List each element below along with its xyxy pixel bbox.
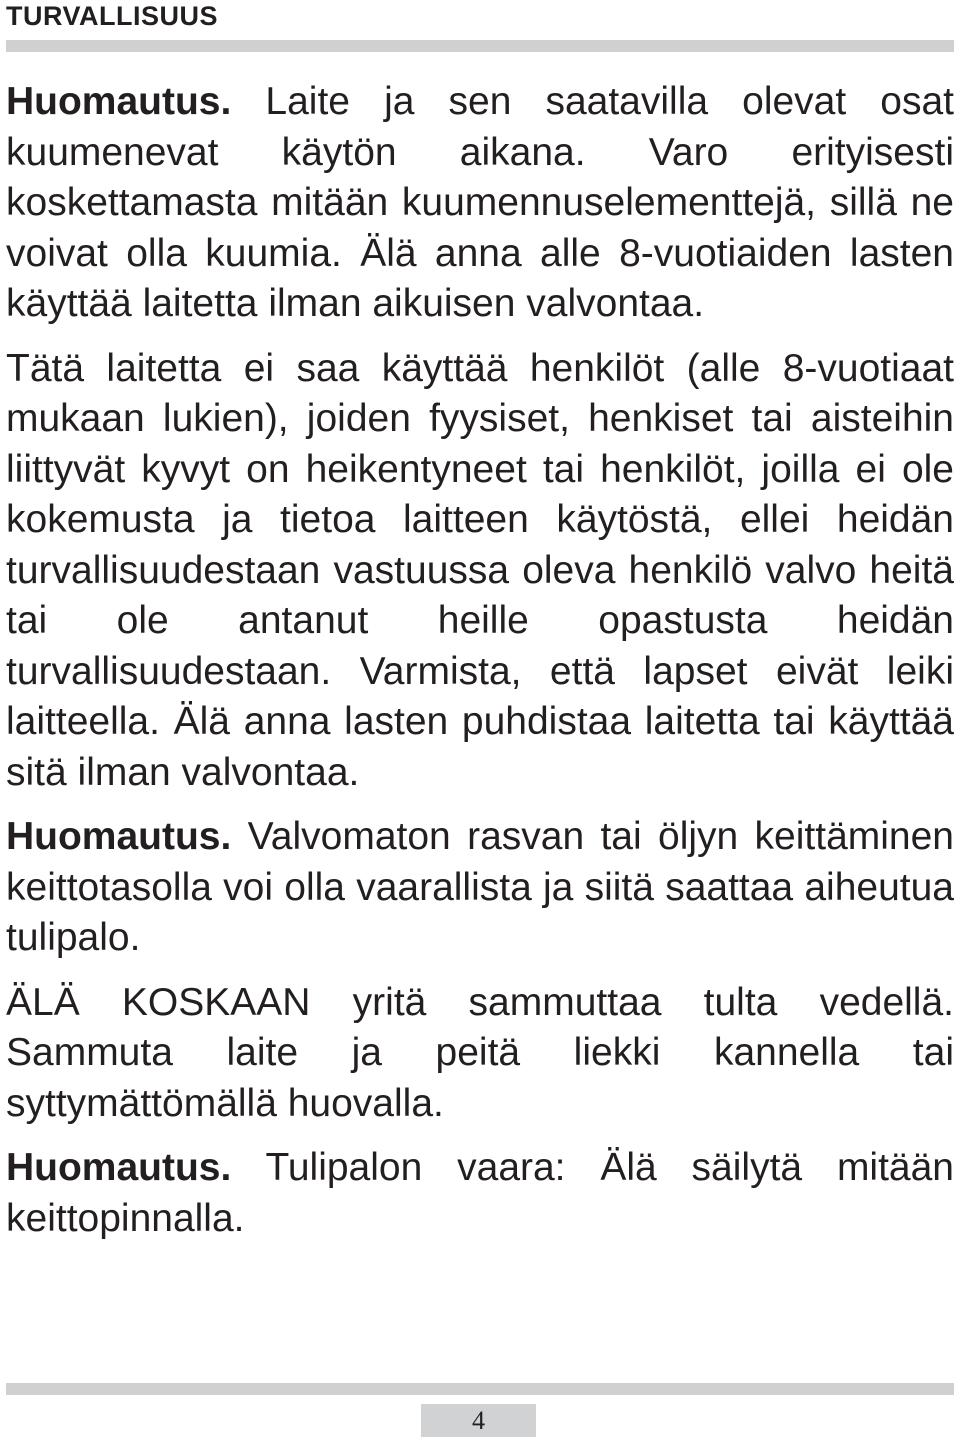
header-divider-bar bbox=[6, 40, 954, 52]
warning-label: Huomautus. bbox=[6, 815, 232, 858]
section-title: TURVALLISUUS bbox=[6, 1, 219, 31]
warning-text: Tulipalon vaara: Älä säilytä mitään keittopinnalla. bbox=[6, 1146, 954, 1240]
warning-paragraph-fire-risk bbox=[6, 1143, 954, 1244]
warning-label: Huomautus. bbox=[6, 80, 232, 123]
paragraph-fire-water bbox=[6, 978, 954, 1130]
footer-divider-bar bbox=[6, 1383, 954, 1395]
warning-text: Laite ja sen saatavilla olevat osat kuumenevat käytön aikana. Varo erityisesti koskettamasta mitään kuumennuselementtejä, sillä ne voivat olla kuumia. Älä anna alle 8-vuotiaiden lasten käyttää laitetta ilman aikuisen valvontaa. bbox=[6, 80, 954, 325]
paragraph-text: Tätä laitetta ei saa käyttää henkilöt (alle 8-vuotiaat mukaan lukien), joiden fyysiset, henkiset tai aisteihin liittyvät kyvyt on heikentyneet tai henkilöt, joilla ei ole kokemusta ja tietoa laitteen käytöstä, ellei heidän turvallisuudestaan vastuussa oleva henkilö valvo heitä tai ole antanut heille opastusta heidän turvallisuudestaan. Varmista, että lapset eivät leiki laitteella. Älä anna lasten puhdistaa laitetta tai käyttää sitä ilman valvontaa. bbox=[6, 346, 954, 794]
paragraph-persons-restriction bbox=[6, 344, 954, 799]
warning-text: Valvomaton rasvan tai öljyn keittäminen keittotasolla voi olla vaarallista ja siitä saattaa aiheutua tulipalo. bbox=[6, 815, 954, 959]
page-number: 4 bbox=[421, 1404, 536, 1437]
paragraph-text: ÄLÄ KOSKAAN yritä sammuttaa tulta vedellä. Sammuta laite ja peitä liekki kannella tai syttymättömällä huovalla. bbox=[6, 980, 954, 1125]
document-body bbox=[6, 77, 954, 1244]
warning-paragraph-hot-parts bbox=[6, 77, 954, 330]
warning-paragraph-fat-oil bbox=[6, 812, 954, 964]
warning-label: Huomautus. bbox=[6, 1146, 232, 1189]
